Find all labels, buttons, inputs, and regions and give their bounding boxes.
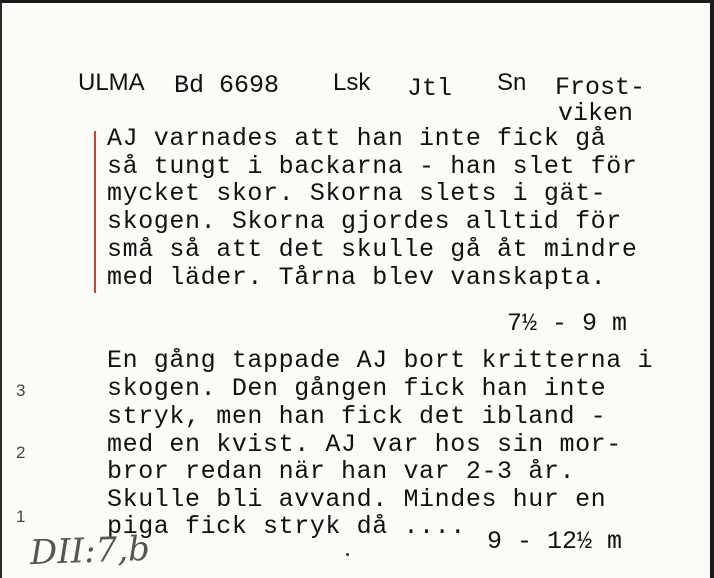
entry2-line: En gång tappade AJ bort kritterna i — [107, 346, 654, 375]
landskap-label: Lsk — [333, 69, 371, 96]
entry2-line: bror redan när han var 2-3 år. — [107, 457, 576, 486]
entry2-line: stryk, men han fick det ibland - — [107, 402, 607, 431]
entry1-line: små så att det skulle gå åt mindre — [107, 235, 638, 264]
entry2-line: med en kvist. AJ var hos sin mor- — [107, 430, 622, 459]
parish-name-line2: viken — [558, 99, 634, 128]
entry2-line: Skulle bli avvand. Mindes hur en — [107, 485, 607, 514]
entry2-line: piga fick stryk då .... — [107, 512, 466, 541]
entry1-line: skogen. Skorna gjordes alltid för — [107, 207, 622, 236]
scale-mark-3: 3 — [16, 381, 26, 400]
entry1-line: med läder. Tårna blev vanskapta. — [107, 263, 607, 292]
entry1-line: så tungt i backarna - han slet för — [107, 152, 638, 181]
handwritten-note: DII:7,b — [29, 528, 151, 574]
scale-mark-1: 1 — [16, 507, 26, 526]
entry1-age-range: 7½ - 9 m — [507, 309, 628, 338]
entry1-line: mycket skor. Skorna slets i gät- — [107, 179, 607, 208]
parish-name-line1: Frost- — [555, 73, 646, 102]
scale-mark-2: 2 — [16, 443, 26, 462]
entry1-line: AJ varnades att han inte fick gå — [107, 124, 607, 153]
archive-code: ULMA — [78, 69, 145, 96]
entry2-age-range: 9 - 12½ m — [487, 527, 623, 556]
record-number: Bd 6698 — [174, 71, 280, 100]
ink-speck — [346, 553, 349, 556]
entry2-line: skogen. Den gången fick han inte — [107, 374, 607, 403]
parish-label: Sn — [497, 69, 527, 96]
county-code: Jtl — [407, 74, 453, 103]
margin-marker — [94, 131, 96, 293]
